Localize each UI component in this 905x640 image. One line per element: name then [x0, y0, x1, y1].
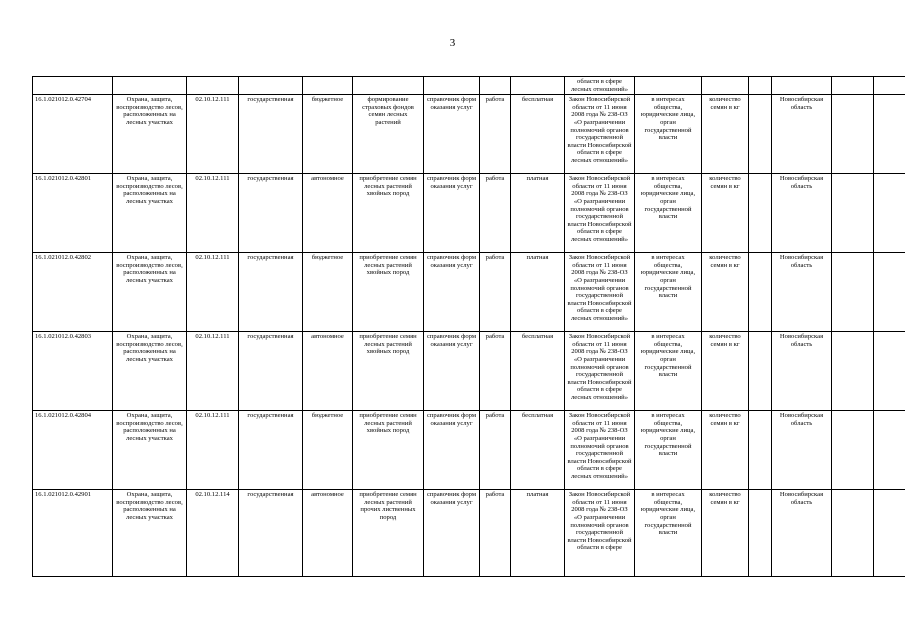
- table-row: [33, 253, 905, 332]
- cell-law-continued: области в сфере лесных отношений»: [565, 77, 635, 95]
- cell-ownership: государственная: [239, 411, 303, 490]
- cell-empty: [874, 490, 905, 577]
- cell-kind: работа: [480, 253, 511, 332]
- cell-empty: [874, 411, 905, 490]
- cell-code: 16.1.021012.0.42801: [33, 174, 113, 253]
- cell-okved: 02.10.12.111: [187, 411, 239, 490]
- cell-payment: платная: [511, 253, 565, 332]
- cell-empty: [749, 95, 772, 174]
- cell-empty: [832, 332, 874, 411]
- cell-law: Закон Новосибирской области от 11 июня 2008 года № 238-ОЗ «О разграничении полномочий органов государственной власти Новосибирской области в сфере лесных отношений»: [565, 174, 635, 253]
- cell-payment: бесплатная: [511, 411, 565, 490]
- registry-table: [32, 76, 905, 577]
- cell-region: Новосибирская область: [772, 332, 832, 411]
- cell-payment: бесплатная: [511, 95, 565, 174]
- cell-indicator: количество семян в кг: [702, 490, 749, 577]
- cell-form: справочник форм оказания услуг: [424, 332, 480, 411]
- cell-consumers: в интересах общества, юридические лица, орган государственной власти: [635, 95, 702, 174]
- cell-form: справочник форм оказания услуг: [424, 490, 480, 577]
- cell-kind: работа: [480, 411, 511, 490]
- cell-consumers: в интересах общества, юридические лица, орган государственной власти: [635, 411, 702, 490]
- cell-institution: автономное: [303, 332, 353, 411]
- page-number: 3: [449, 37, 456, 49]
- cell-content: приобретение семян лесных растений хвойных пород: [353, 411, 424, 490]
- cell-payment: бесплатная: [511, 332, 565, 411]
- cell-code: 16.1.021012.0.42804: [33, 411, 113, 490]
- cell-law: Закон Новосибирской области от 11 июня 2008 года № 238-ОЗ «О разграничении полномочий органов государственной власти Новосибирской области в сфере: [565, 490, 635, 577]
- cell-institution: бюджетное: [303, 95, 353, 174]
- cell-code: 16.1.021012.0.42901: [33, 490, 113, 577]
- cell-empty: [749, 253, 772, 332]
- table-row: [33, 332, 905, 411]
- cell-service: Охрана, защита, воспроизводство лесов, расположенных на лесных участках: [113, 174, 187, 253]
- cell-payment: платная: [511, 490, 565, 577]
- cell-indicator: количество семян в кг: [702, 332, 749, 411]
- cell-ownership: государственная: [239, 490, 303, 577]
- cell-content: формирование страховых фондов семян лесных растений: [353, 95, 424, 174]
- cell-indicator: количество семян в кг: [702, 411, 749, 490]
- cell-okved: 02.10.12.111: [187, 174, 239, 253]
- cell-empty: [702, 77, 749, 95]
- cell-empty: [480, 77, 511, 95]
- cell-okved: 02.10.12.111: [187, 332, 239, 411]
- cell-empty: [187, 77, 239, 95]
- cell-ownership: государственная: [239, 253, 303, 332]
- table-row: [33, 174, 905, 253]
- cell-payment: платная: [511, 174, 565, 253]
- cell-institution: автономное: [303, 490, 353, 577]
- cell-empty: [832, 253, 874, 332]
- cell-content: приобретение семян лесных растений хвойных пород: [353, 174, 424, 253]
- cell-empty: [635, 77, 702, 95]
- cell-empty: [749, 77, 772, 95]
- table-row: [33, 490, 905, 577]
- cell-empty: [113, 77, 187, 95]
- cell-consumers: в интересах общества, юридические лица, орган государственной власти: [635, 253, 702, 332]
- cell-region: Новосибирская область: [772, 490, 832, 577]
- cell-law: Закон Новосибирской области от 11 июня 2008 года № 238-ОЗ «О разграничении полномочий органов государственной власти Новосибирской области в сфере лесных отношений»: [565, 95, 635, 174]
- cell-empty: [353, 77, 424, 95]
- cell-okved: 02.10.12.114: [187, 490, 239, 577]
- cell-kind: работа: [480, 332, 511, 411]
- cell-empty: [303, 77, 353, 95]
- cell-empty: [749, 490, 772, 577]
- cell-empty: [33, 77, 113, 95]
- cell-form: справочник форм оказания услуг: [424, 95, 480, 174]
- cell-service: Охрана, защита, воспроизводство лесов, расположенных на лесных участках: [113, 411, 187, 490]
- cell-empty: [772, 77, 832, 95]
- cell-empty: [511, 77, 565, 95]
- cell-content: приобретение семян лесных растений хвойных пород: [353, 332, 424, 411]
- cell-indicator: количество семян в кг: [702, 174, 749, 253]
- cell-empty: [832, 490, 874, 577]
- cell-indicator: количество семян в кг: [702, 95, 749, 174]
- cell-empty: [424, 77, 480, 95]
- cell-consumers: в интересах общества, юридические лица, орган государственной власти: [635, 332, 702, 411]
- cell-empty: [832, 77, 874, 95]
- cell-empty: [874, 77, 905, 95]
- cell-institution: бюджетное: [303, 253, 353, 332]
- cell-indicator: количество семян в кг: [702, 253, 749, 332]
- cell-service: Охрана, защита, воспроизводство лесов, расположенных на лесных участках: [113, 332, 187, 411]
- cell-empty: [874, 174, 905, 253]
- cell-kind: работа: [480, 490, 511, 577]
- cell-form: справочник форм оказания услуг: [424, 253, 480, 332]
- cell-law: Закон Новосибирской области от 11 июня 2008 года № 238-ОЗ «О разграничении полномочий органов государственной власти Новосибирской области в сфере лесных отношений»: [565, 253, 635, 332]
- cell-kind: работа: [480, 174, 511, 253]
- cell-okved: 02.10.12.111: [187, 95, 239, 174]
- cell-empty: [874, 95, 905, 174]
- cell-empty: [832, 95, 874, 174]
- cell-ownership: государственная: [239, 332, 303, 411]
- cell-consumers: в интересах общества, юридические лица, орган государственной власти: [635, 490, 702, 577]
- cell-service: Охрана, защита, воспроизводство лесов, расположенных на лесных участках: [113, 253, 187, 332]
- cell-content: приобретение семян лесных растений хвойных пород: [353, 253, 424, 332]
- cell-form: справочник форм оказания услуг: [424, 411, 480, 490]
- cell-law: Закон Новосибирской области от 11 июня 2008 года № 238-ОЗ «О разграничении полномочий органов государственной власти Новосибирской области в сфере лесных отношений»: [565, 411, 635, 490]
- cell-empty: [874, 253, 905, 332]
- cell-service: Охрана, защита, воспроизводство лесов, расположенных на лесных участках: [113, 490, 187, 577]
- cell-region: Новосибирская область: [772, 411, 832, 490]
- cell-empty: [749, 411, 772, 490]
- cell-ownership: государственная: [239, 174, 303, 253]
- cell-empty: [749, 332, 772, 411]
- table-row: [33, 95, 905, 174]
- cell-institution: автономное: [303, 174, 353, 253]
- cell-empty: [832, 174, 874, 253]
- cell-content: приобретение семян лесных растений прочих лиственных пород: [353, 490, 424, 577]
- cell-empty: [749, 174, 772, 253]
- cell-institution: бюджетное: [303, 411, 353, 490]
- cell-service: Охрана, защита, воспроизводство лесов, расположенных на лесных участках: [113, 95, 187, 174]
- cell-region: Новосибирская область: [772, 174, 832, 253]
- cell-code: 16.1.021012.0.42803: [33, 332, 113, 411]
- cell-form: справочник форм оказания услуг: [424, 174, 480, 253]
- cell-code: 16.1.021012.0.42802: [33, 253, 113, 332]
- table-row: [33, 411, 905, 490]
- cell-consumers: в интересах общества, юридические лица, орган государственной власти: [635, 174, 702, 253]
- cell-ownership: государственная: [239, 95, 303, 174]
- cell-kind: работа: [480, 95, 511, 174]
- cell-empty: [239, 77, 303, 95]
- cell-empty: [874, 332, 905, 411]
- cell-law: Закон Новосибирской области от 11 июня 2008 года № 238-ОЗ «О разграничении полномочий органов государственной власти Новосибирской области в сфере лесных отношений»: [565, 332, 635, 411]
- cell-okved: 02.10.12.111: [187, 253, 239, 332]
- cell-region: Новосибирская область: [772, 95, 832, 174]
- cell-region: Новосибирская область: [772, 253, 832, 332]
- cell-empty: [832, 411, 874, 490]
- cell-code: 16.1.021012.0.42704: [33, 95, 113, 174]
- continuation-row: [33, 77, 905, 95]
